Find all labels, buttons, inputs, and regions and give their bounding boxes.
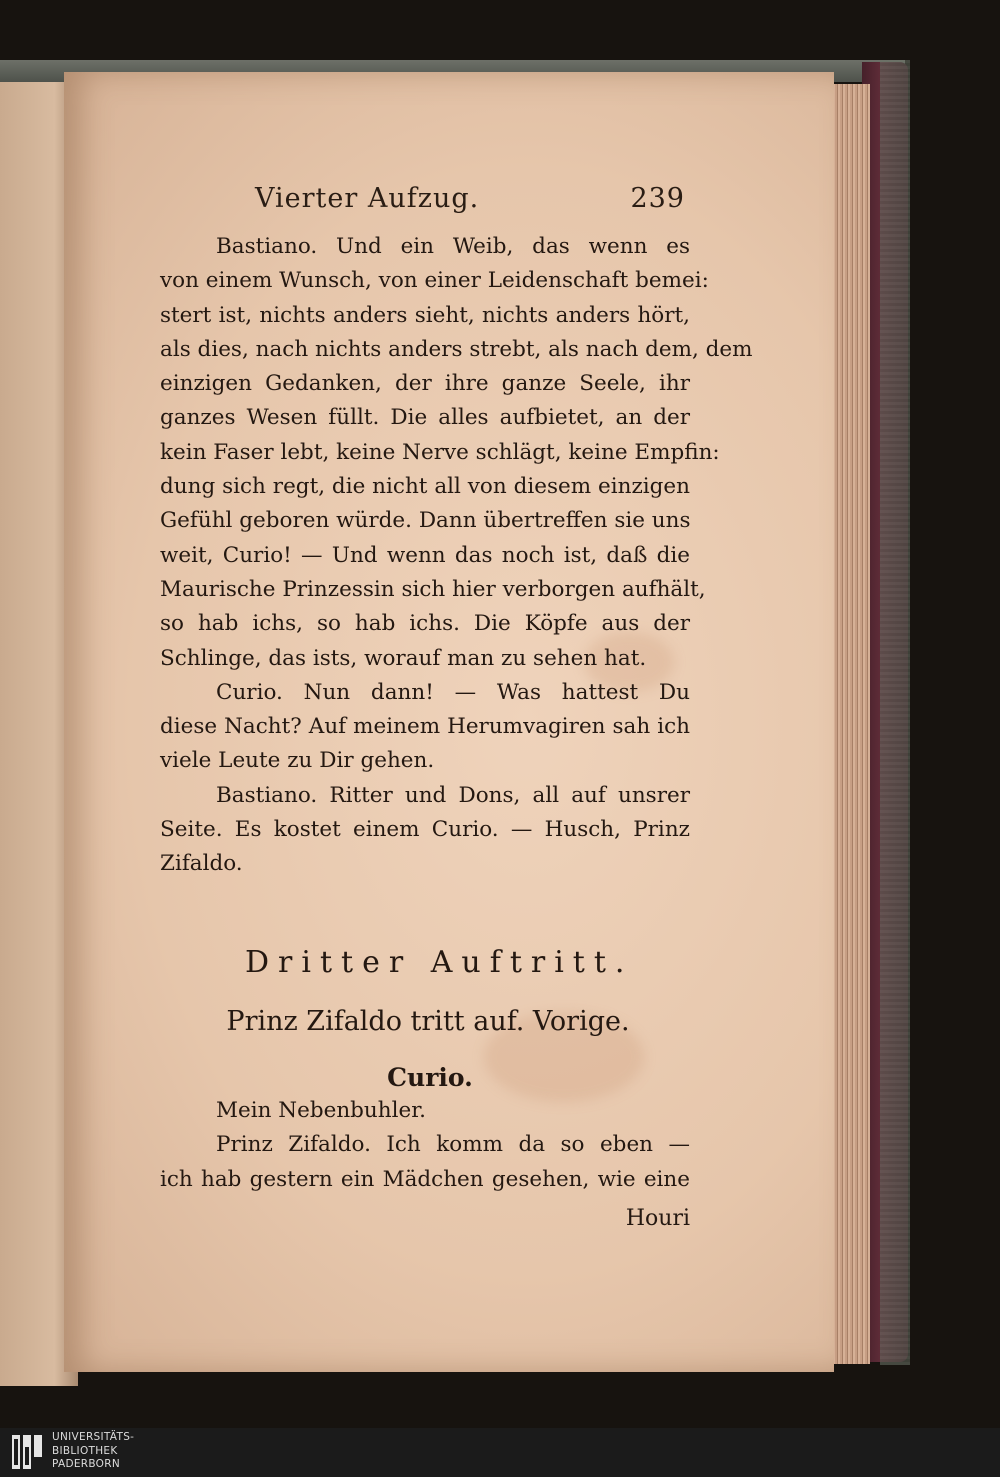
text-line: Mein Nebenbuhler. bbox=[216, 1098, 426, 1123]
speaker-heading: Curio. bbox=[387, 1063, 473, 1092]
text-line: diese Nacht? Auf meinem Herumvagiren sah ich bbox=[160, 714, 690, 740]
running-title: Vierter Aufzug. bbox=[255, 183, 480, 214]
book-cloth-binding bbox=[880, 60, 910, 1365]
text-line: weit, Curio! — Und wenn das noch ist, daß die bbox=[160, 542, 690, 568]
text-line: Maurische Prinzessin sich hier verborgen aufhält, bbox=[160, 576, 706, 602]
text-line: dung sich regt, die nicht all von diesem einzigen bbox=[160, 474, 690, 500]
logo-line: PADERBORN bbox=[52, 1458, 120, 1470]
logo-line: UNIVERSITÄTS- bbox=[52, 1431, 135, 1443]
body-text-continued bbox=[160, 1094, 690, 1197]
text-line: Seite. Es kostet einem Curio. — Husch, Prinz bbox=[160, 817, 690, 843]
stage-direction: Prinz Zifaldo tritt auf. Vorige. bbox=[226, 1006, 630, 1037]
library-footer bbox=[0, 1428, 1000, 1477]
text-line: Prinz Zifaldo. Ich komm da so eben — bbox=[216, 1132, 690, 1158]
text-line: Bastiano. Ritter und Dons, all auf unsrer bbox=[216, 782, 690, 808]
text-line: viele Leute zu Dir gehen. bbox=[160, 748, 435, 774]
text-line: Bastiano. Und ein Weib, das wenn es bbox=[216, 234, 690, 259]
text-line: kein Faser lebt, keine Nerve schlägt, keine Empfin: bbox=[160, 439, 720, 465]
text-line: Gefühl geboren würde. Dann übertreffen sie uns bbox=[160, 508, 691, 534]
running-header bbox=[255, 183, 685, 223]
library-logo-icon bbox=[10, 1433, 44, 1471]
text-line: so hab ichs, so hab ichs. Die Köpfe aus der bbox=[160, 611, 690, 637]
text-line: Zifaldo. bbox=[160, 851, 243, 877]
scene-title: Dritter Auftritt. bbox=[245, 945, 634, 980]
text-line: stert ist, nichts anders sieht, nichts anders hört, bbox=[160, 302, 690, 328]
text-line: Curio. Nun dann! — Was hattest Du bbox=[216, 679, 690, 705]
text-line: ganzes Wesen füllt. Die alles aufbietet, an der bbox=[160, 405, 690, 431]
text-line: ich hab gestern ein Mädchen gesehen, wie eine bbox=[160, 1166, 690, 1192]
catchword: Houri bbox=[625, 1206, 690, 1231]
text-line: von einem Wunsch, von einer Leidenschaft bemei: bbox=[160, 268, 709, 294]
page-number: 239 bbox=[630, 183, 685, 214]
text-line: als dies, nach nichts anders strebt, als nach dem, dem bbox=[160, 336, 753, 362]
body-text bbox=[160, 230, 753, 882]
logo-line: BIBLIOTHEK bbox=[52, 1444, 118, 1457]
text-line: einzigen Gedanken, der ihre ganze Seele, ihr bbox=[160, 371, 690, 397]
library-logo-text bbox=[52, 1431, 212, 1472]
text-line: Schlinge, das ists, worauf man zu sehen hat. bbox=[160, 645, 647, 671]
